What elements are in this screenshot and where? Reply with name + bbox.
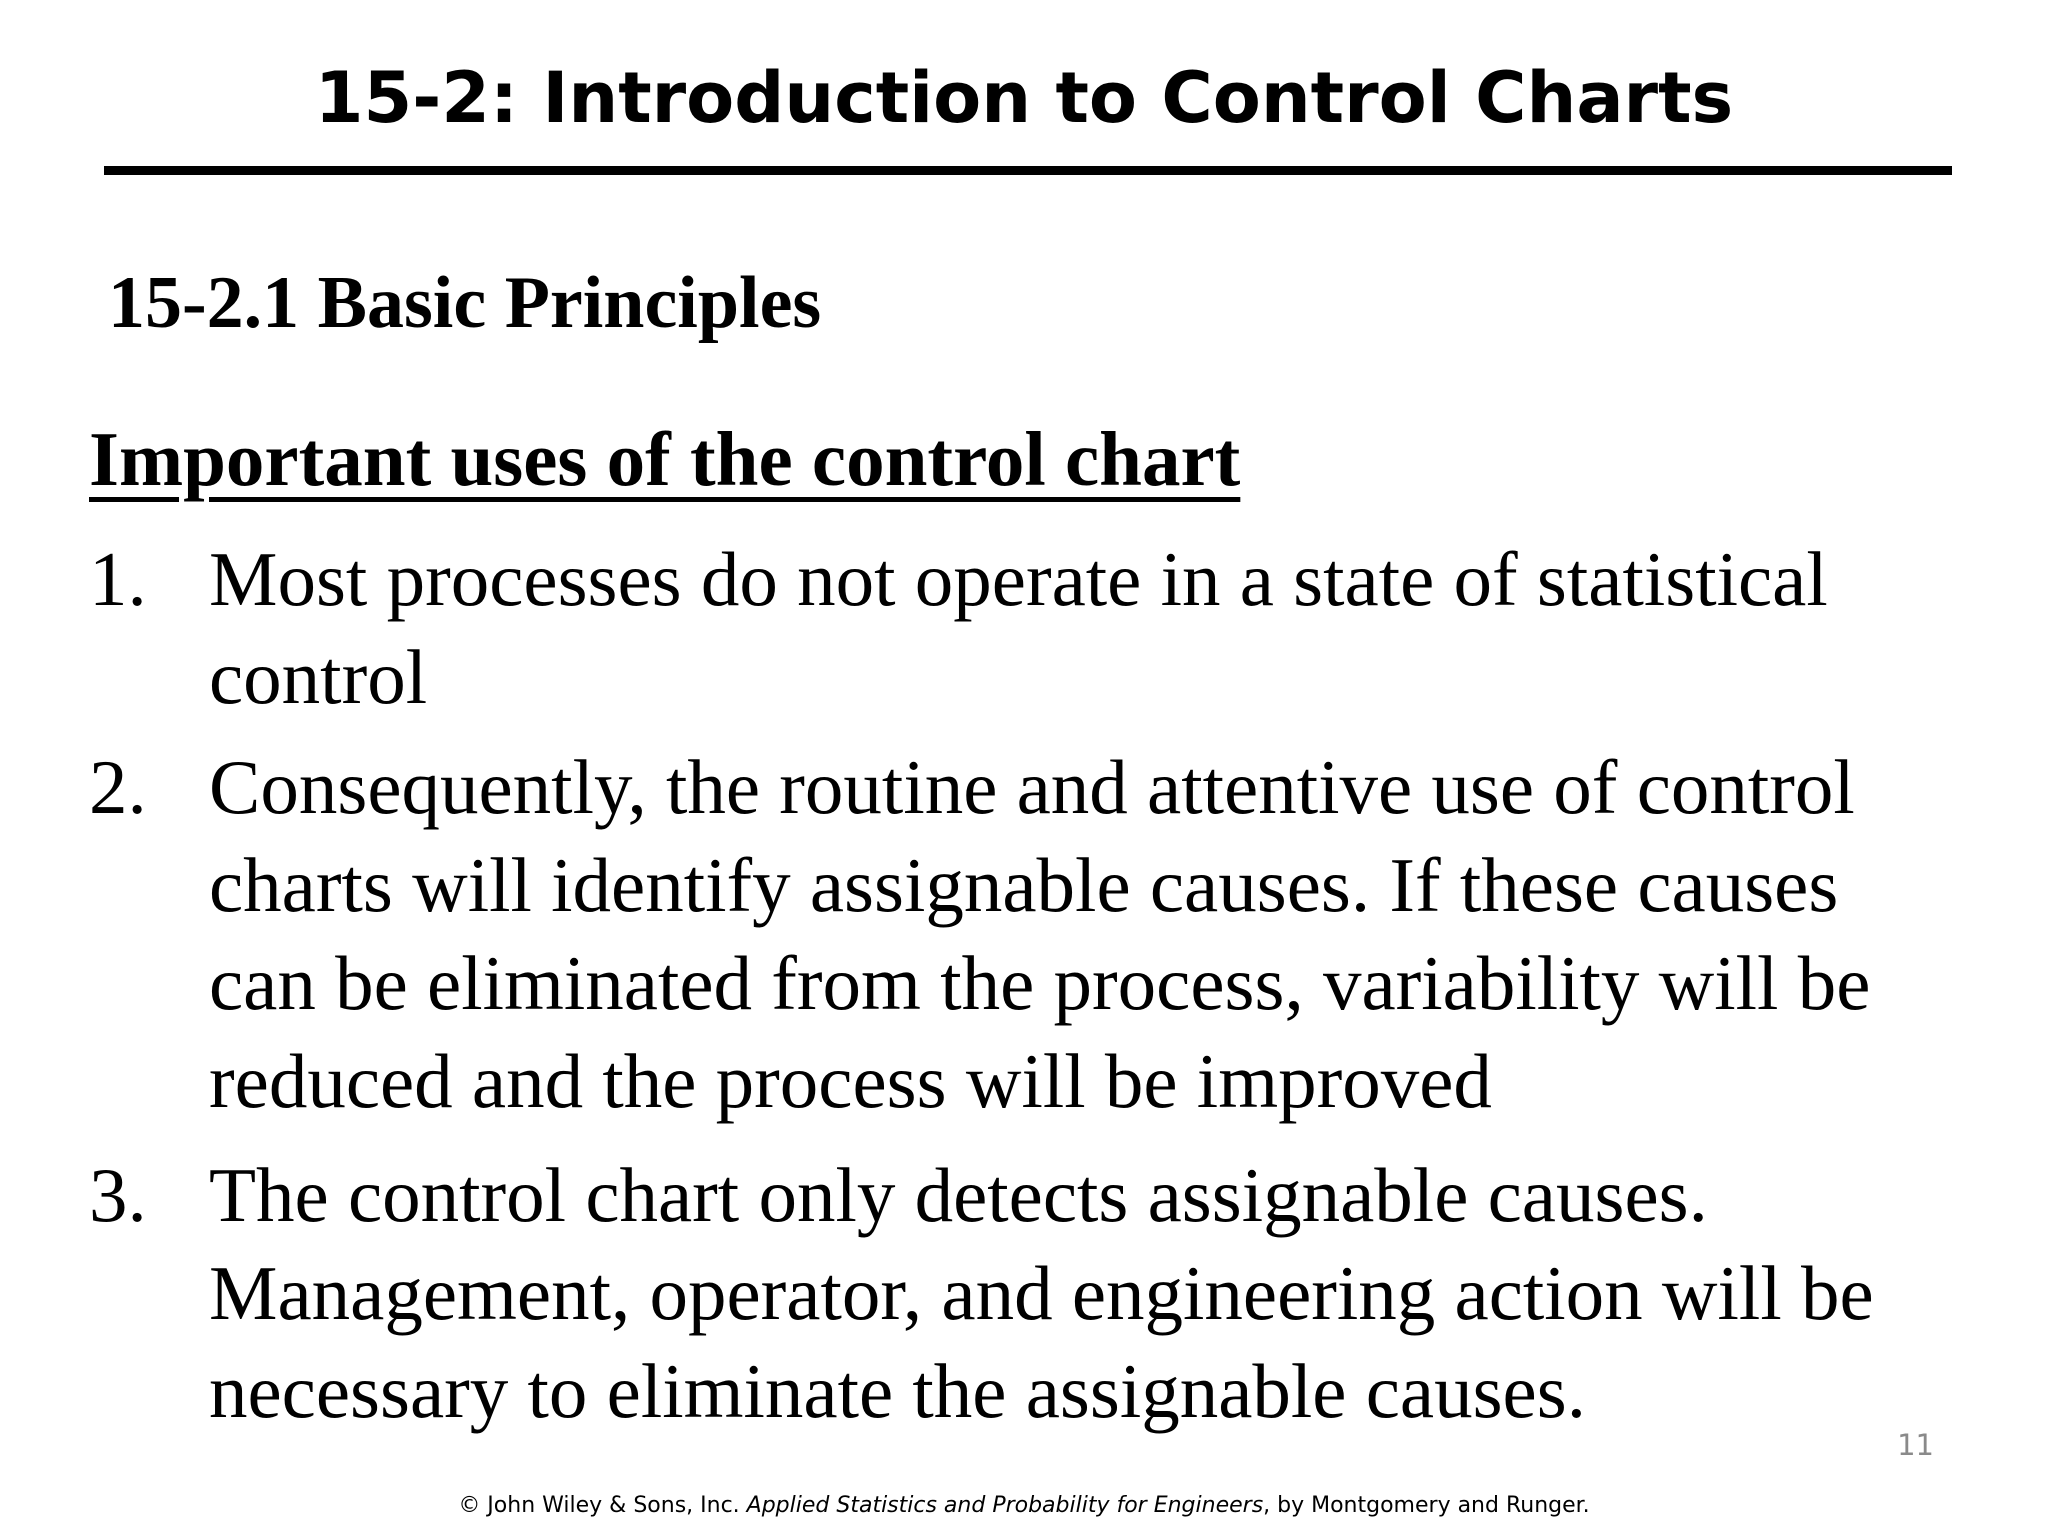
list-item-number: 3. <box>89 1152 147 1238</box>
list-item-text: Most processes do not operate in a state of statistical control <box>209 536 1828 720</box>
list-heading: Important uses of the control chart <box>89 416 1241 502</box>
title-divider <box>104 166 1952 175</box>
slide-title: 15-2: Introduction to Control Charts <box>314 57 1734 139</box>
section-heading: 15-2.1 Basic Principles <box>108 262 822 344</box>
list-item-text: The control chart only detects assignable causes. Management, operator, and engineering action will be necessary to eliminate the assignable causes. <box>209 1152 1874 1434</box>
footer-citation <box>0 1493 2048 1518</box>
footer-book-title: Applied Statistics and Probability for Engineers <box>746 1493 1264 1518</box>
list-item-number: 2. <box>89 744 147 830</box>
footer-authors: , by Montgomery and Runger. <box>1263 1493 1590 1518</box>
footer-copyright: © John Wiley & Sons, Inc. <box>458 1493 740 1518</box>
list-item-text: Consequently, the routine and attentive use of control charts will identify assignable causes. If these causes can be eliminated from the process, variability will be reduced and the process will be improved <box>209 744 1871 1124</box>
page-number: 11 <box>1897 1428 1934 1462</box>
list-item-number: 1. <box>89 536 147 622</box>
